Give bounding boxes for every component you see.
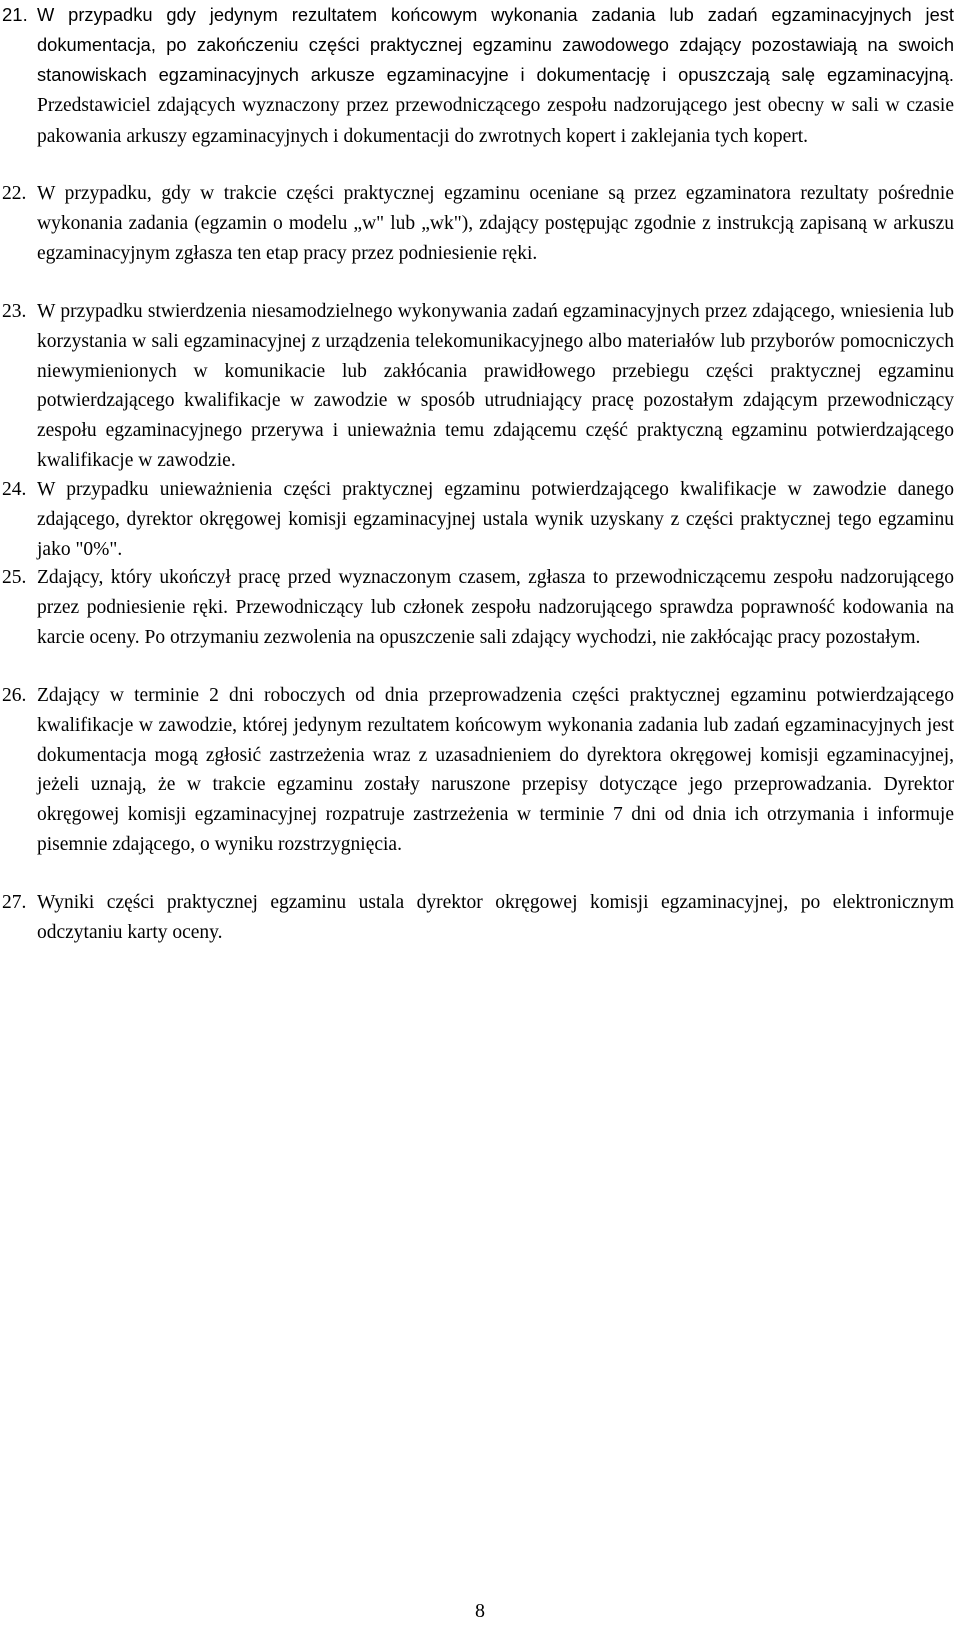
item-number: 27. [2,892,27,913]
item-number: 22. [2,183,27,204]
item-number: 24. [2,479,27,500]
item-text-serif: Przedstawiciel zdających wyznaczony przez przewodniczącego zespołu nadzorującego jest obecny w sali w czasie pakowania arkuszy egzaminacyjnych i dokumentacji do zwrotnych kopert i zaklejania tych kopert. [37,95,954,148]
item-number: 26. [2,685,27,706]
item-number: 21. [2,4,28,25]
item-text-sans: W przypadku gdy jedynym rezultatem końcowym wykonania zadania lub zadań egzaminacyjnych jest dokumentacja, po zakończeniu części praktycznej egzaminu zawodowego zdający pozostawiają na swoich stanowiskach egzaminacyjnych arkusze egzaminacyjne i dokumentację i opuszczają salę egzaminacyjną. [37,4,954,85]
item-text: W przypadku, gdy w trakcie części praktycznej egzaminu oceniane są przez egzaminatora rezultaty pośrednie wykonania zadania (egzamin o modelu „w" lub „wk"), zdający postępując zgodnie z instrukcją zapisaną w arkuszu egzaminacyjnym zgłasza ten etap pracy przez podniesienie ręki. [37,183,954,264]
page-number: 8 [475,1600,485,1622]
item-number: 25. [2,567,27,588]
item-number: 23. [2,301,27,322]
item-text: W przypadku unieważnienia części praktycznej egzaminu potwierdzającego kwalifikacje w zawodzie danego zdającego, dyrektor okręgowej komisji egzaminacyjnej ustala wynik uzyskany z części praktycznej tego egzaminu jako "0%". [37,479,954,560]
item-text: W przypadku stwierdzenia niesamodzielnego wykonywania zadań egzaminacyjnych przez zdającego, wniesienia lub korzystania w sali egzaminacyjnej z urządzenia telekomunikacyjnego albo materiałów lub przyborów pomocniczych niewymienionych w komunikacie lub zakłócania prawidłowego przebiegu części praktycznej egzaminu potwierdzającego kwalifikacje w zawodzie w sposób utrudniający pracę pozostałym zdającym przewodniczący zespołu egzaminacyjnego przerywa i unieważnia temu zdającemu część praktyczną egzaminu potwierdzającego kwalifikacje w zawodzie. [37,301,954,471]
item-text [37,0,954,152]
item-text: Zdający w terminie 2 dni roboczych od dnia przeprowadzenia części praktycznej egzaminu potwierdzającego kwalifikacje w zawodzie, której jedynym rezultatem końcowym wykonania zadania lub zadań egzaminacyjnych jest dokumentacja mogą zgłosić zastrzeżenia wraz z uzasadnieniem do dyrektora okręgowej komisji egzaminacyjnej, jeżeli uznają, że w trakcie egzaminu zostały naruszone przepisy dotyczące jego przeprowadzania. Dyrektor okręgowej komisji egzaminacyjnej rozpatruje zastrzeżenia w terminie 7 dni od dnia ich otrzymania i informuje pisemnie zdającego, o wyniku rozstrzygnięcia. [37,685,954,855]
item-text: Zdający, który ukończył pracę przed wyznaczonym czasem, zgłasza to przewodniczącemu zespołu nadzorującego przez podniesienie ręki. Przewodniczący lub członek zespołu nadzorującego sprawdza poprawność kodowania na karcie oceny. Po otrzymaniu zezwolenia na opuszczenie sali zdający wychodzi, nie zakłócając pracy pozostałym. [37,567,954,648]
item-text: Wyniki części praktycznej egzaminu ustala dyrektor okręgowej komisji egzaminacyjnej, po elektronicznym odczytaniu karty oceny. [37,892,954,943]
